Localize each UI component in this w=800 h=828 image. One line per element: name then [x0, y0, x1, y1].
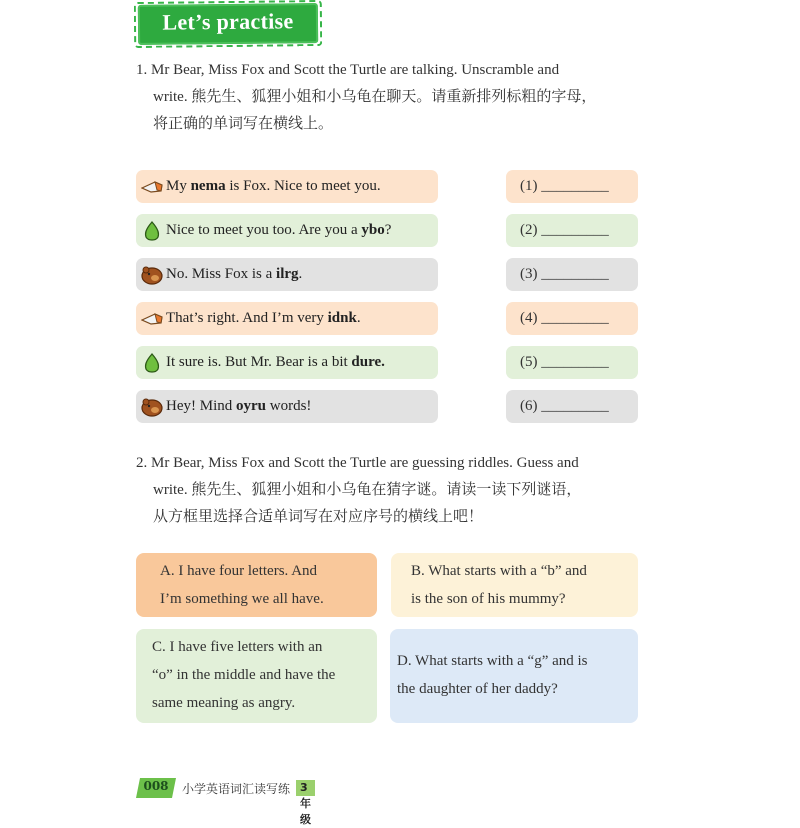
question-1 — [136, 57, 641, 138]
dialogue-post: is Fox. Nice to meet you. — [225, 178, 381, 194]
dialogue-post: ? — [384, 222, 392, 238]
section-title: Let’s practise — [162, 8, 294, 35]
dialogue-pre: Nice to meet you too. Are you a — [166, 222, 362, 238]
dialogue-post: . — [356, 310, 361, 326]
section-banner — [138, 3, 318, 45]
grade-badge: 3年级 — [296, 780, 315, 796]
dialogue-pre: Hey! Mind — [166, 398, 236, 414]
q1-line2: write. 熊先生、狐狸小姐和小乌龟在聊天。请重新排列标粗的字母， — [153, 89, 597, 105]
riddle-a — [136, 553, 377, 617]
dialogue-pre: That’s right. And I’m very — [166, 310, 328, 326]
q2-line3: 从方框里选择合适单词写在对应序号的横线上吧！ — [153, 509, 484, 525]
riddle-b — [391, 553, 638, 617]
riddle-c-line2: “o” in the middle and have the — [152, 667, 336, 683]
dialogue-pre: No. Miss Fox is a — [166, 266, 277, 282]
riddle-b-line2: is the son of his mummy? — [411, 591, 566, 607]
riddle-d-line1: D. What starts with a “g” and is — [397, 653, 588, 669]
q1-line1: 1. Mr Bear, Miss Fox and Scott the Turtle are talking. Unscramble and — [136, 62, 560, 78]
dialogue-row-6 — [136, 390, 438, 423]
answer-blank-4[interactable]: (4) _________ — [506, 302, 638, 335]
riddle-d — [390, 629, 638, 723]
bear-icon — [141, 264, 163, 286]
page-number: 008 — [143, 779, 169, 793]
answer-blank-5[interactable]: (5) _________ — [506, 346, 638, 379]
fox-icon — [141, 308, 163, 330]
turtle-icon — [141, 352, 163, 374]
dialogue-post: words! — [266, 398, 312, 414]
answer-blank-2[interactable]: (2) _________ — [506, 214, 638, 247]
answer-blank-3[interactable]: (3) _________ — [506, 258, 638, 291]
dialogue-row-2 — [136, 214, 438, 247]
bear-icon — [141, 396, 163, 418]
dialogue-row-1 — [136, 170, 438, 203]
scrambled-word: dure. — [351, 354, 385, 370]
book-title: 小学英语词汇读写练 — [182, 782, 291, 796]
riddle-a-line2: I’m something we all have. — [160, 591, 324, 607]
fox-icon — [141, 176, 163, 198]
dialogue-row-4 — [136, 302, 438, 335]
dialogue-row-5 — [136, 346, 438, 379]
q2-line1: 2. Mr Bear, Miss Fox and Scott the Turtle are guessing riddles. Guess and — [136, 455, 579, 471]
dialogue-row-3 — [136, 258, 438, 291]
dialogue-pre: It sure is. But Mr. Bear is a bit — [166, 354, 352, 370]
scrambled-word: oyru — [236, 398, 266, 414]
dialogue-post: . — [298, 266, 303, 282]
turtle-icon — [141, 220, 163, 242]
scrambled-word: idnk — [327, 310, 357, 326]
q2-line2: write. 熊先生、狐狸小姐和小乌龟在猜字谜。请读一读下列谜语， — [153, 482, 582, 498]
scrambled-word: nema — [190, 178, 226, 194]
riddle-c-line1: C. I have five letters with an — [152, 639, 323, 655]
dialogue-pre: My — [166, 178, 191, 194]
riddle-c — [136, 629, 377, 723]
riddle-d-line2: the daughter of her daddy? — [397, 681, 558, 697]
scrambled-word: ilrg — [276, 266, 299, 282]
scrambled-word: ybo — [361, 222, 385, 238]
q1-line3: 将正确的单词写在横线上。 — [153, 116, 334, 132]
riddle-b-line1: B. What starts with a “b” and — [411, 563, 587, 579]
question-2 — [136, 450, 641, 531]
riddle-a-line1: A. I have four letters. And — [160, 563, 318, 579]
answer-blank-1[interactable]: (1) _________ — [506, 170, 638, 203]
answer-blank-6[interactable]: (6) _________ — [506, 390, 638, 423]
riddle-c-line3: same meaning as angry. — [152, 695, 296, 711]
